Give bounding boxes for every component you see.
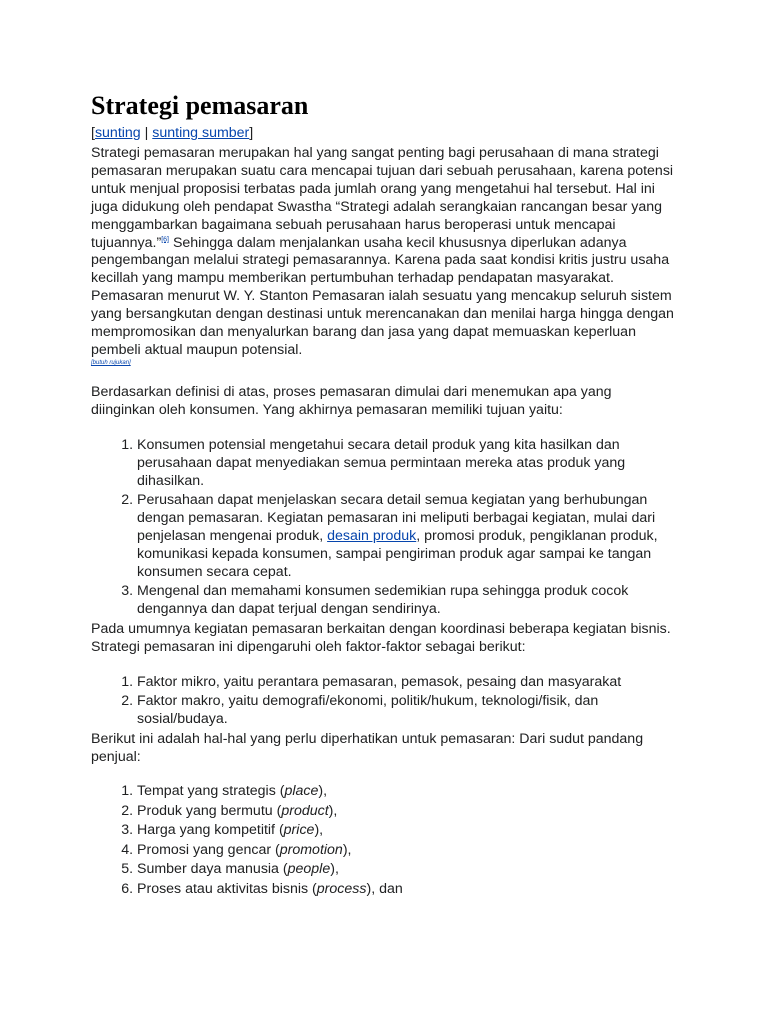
list-item: 2. Faktor makro, yaitu demografi/ekonomi, politik/hukum, teknologi/fisik, dan sosial/budaya. — [137, 693, 678, 729]
intro-paragraph — [91, 145, 678, 367]
edit-section-links — [91, 124, 678, 142]
list-item-text-b: , promosi produk, pengiklanan produk, komunikasi kepada konsumen, sampai pengiriman produk agar sampai ke tangan konsumen secara cepat. — [137, 527, 658, 580]
list-item: 1. Faktor mikro, yaitu perantara pemasaran, pemasok, pesaing dan masyarakat — [137, 674, 678, 692]
list-item: 1. Tempat yang strategis (place), — [137, 783, 678, 801]
list-item — [137, 492, 678, 582]
edit-link[interactable]: sunting — [94, 125, 141, 141]
intro-text-b: Sehingga dalam menjalankan usaha kecil khususnya diperlukan adanya pengembangan melalui strategi pemasarannya. Karena pada saat kondisi kritis justru usaha kecillah yang mampu memberikan pertumbuhan terhadap pendapatan masyarakat. Pemasaran menurut W. Y. Stanton Pemasaran ialah sesuatu yang mencakup seluruh sistem yang bersangkutan dengan destinasi untuk merencanakan dan menilai harga hingga dengan mempromosikan dan menyalurkan barang dan jasa yang dapat memuaskan keperluan pembeli aktual maupun potensial. — [91, 234, 674, 358]
list-item: 6. Proses atau aktivitas bisnis (process), dan — [137, 881, 678, 899]
list-item: 3. Harga yang kompetitif (price), — [137, 822, 678, 840]
list-item: 1. Konsumen potensial mengetahui secara detail produk yang kita hasilkan dan perusahaan dapat menyediakan semua permintaan mereka atas produk yang dihasilkan. — [137, 437, 678, 491]
edit-separator: | — [140, 125, 153, 141]
goals-list — [91, 437, 678, 619]
intro-text-a: Strategi pemasaran merupakan hal yang sangat penting bagi perusahaan di mana strategi pemasaran merupakan suatu cara mencapai tujuan dari sebuah perusahaan, karena potensi untuk menjual proposisi terbatas pada jumlah orang yang mengetahui hal tersebut. Hal ini juga didukung oleh pendapat Swastha “Strategi adalah serangkaian rancangan besar yang menggambarkan bagaimana sebuah perusahaan harus beroperasi untuk mencapai tujuannya.” — [91, 145, 674, 251]
list-item: 3. Mengenal dan memahami konsumen sedemikian rupa sehingga produk cocok dengannya dan dapat terjual dengan sendirinya. — [137, 583, 678, 619]
list-item: 4. Promosi yang gencar (promotion), — [137, 842, 678, 860]
seller-paragraph: Berikut ini adalah hal-hal yang perlu diperhatikan untuk pemasaran: Dari sudut pandang penjual: — [91, 730, 644, 765]
edit-bracket-close: ] — [249, 125, 254, 141]
definition-paragraph: Berdasarkan definisi di atas, proses pemasaran dimulai dari menemukan apa yang diinginkan oleh konsumen. Yang akhirnya pemasaran memiliki tujuan yaitu: — [91, 383, 612, 418]
list-item: 2. Produk yang bermutu (product), — [137, 803, 678, 821]
seller-points-list — [91, 783, 678, 898]
edit-source-link[interactable]: sunting sumber — [152, 125, 250, 141]
list-item-text-a: Perusahaan dapat menjelaskan secara detail semua kegiatan yang berhubungan dengan pemasaran. Kegiatan pemasaran ini meliputi berbagai kegiatan, mulai dari penjelasan mengenai produk, — [137, 492, 656, 544]
list-item: 5. Sumber daya manusia (people), — [137, 861, 678, 879]
citation-ref[interactable]: [6] — [161, 235, 169, 243]
edit-bracket-open: [ — [91, 125, 95, 141]
factors-list — [91, 674, 678, 729]
citation-needed-tag[interactable]: [butuh rujukan] — [91, 359, 131, 366]
product-design-link[interactable]: desain produk — [327, 527, 417, 544]
factors-paragraph: Pada umumnya kegiatan pemasaran berkaitan dengan koordinasi beberapa kegiatan bisnis. Strategi pemasaran ini dipengaruhi oleh faktor-faktor sebagai berikut: — [91, 620, 671, 655]
page-title: Strategi pemasaran — [91, 91, 309, 120]
